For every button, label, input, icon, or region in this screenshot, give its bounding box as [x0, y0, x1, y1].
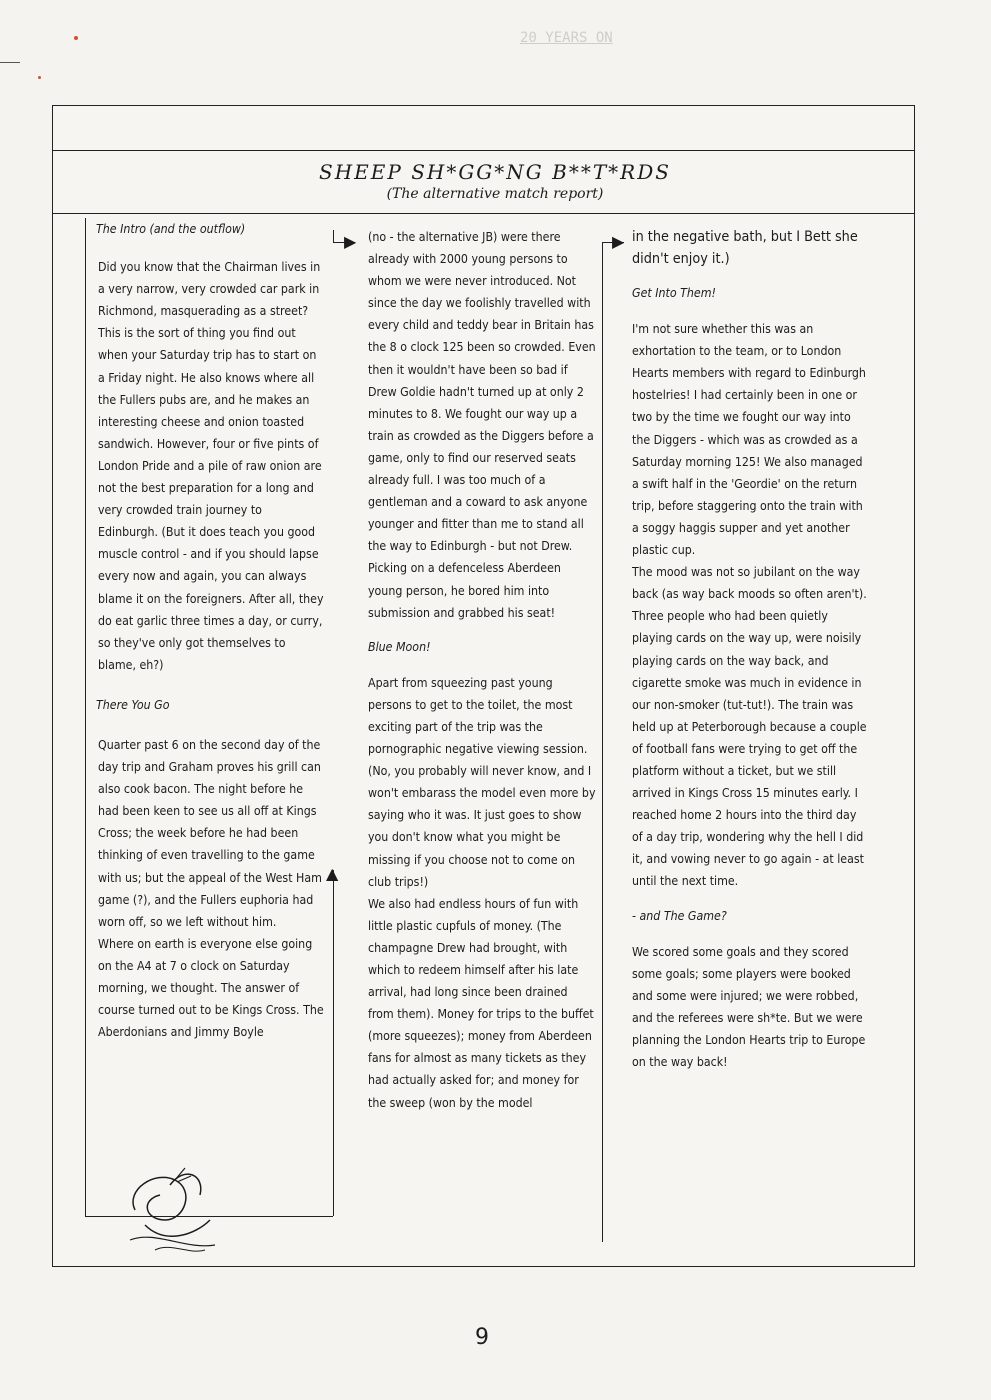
section-body-there-you-go-1: Quarter past 6 on the second day of the day trip and Graham proves his grill can also cook bacon. The night before he had been keen to see us all off at Kings Cross; the week before he had been thinking of even travelling to the game with us; but the appeal of the West Ham game (?), and the Fullers euphoria had worn off, so we left without him.	[98, 737, 322, 929]
section-heading-there-you-go: There You Go	[96, 697, 170, 712]
section-heading-blue-moon: Blue Moon!	[368, 639, 431, 654]
section-body-blue-moon-1: Apart from squeezing past young persons to get to the toilet, the most exciting part of the trip was the pornographic negative viewing session. (No, you probably will never know, and I won't embarass the model even more by saying who it was. It just goes to show you don't know what you might be missing if you choose not to come on club trips!)	[368, 675, 596, 889]
paper-speck	[74, 36, 78, 40]
article-title: SHEEP SH*GG*NG B**T*RDS	[319, 160, 671, 184]
arrow-right-icon: ▶	[344, 232, 357, 251]
section-body-continued-2: in the negative bath, but I Bett she didn't enjoy it.)	[632, 229, 858, 267]
title-rule-bottom	[52, 213, 915, 214]
column-1	[96, 218, 324, 1043]
title-rule-top	[52, 150, 915, 151]
article-subtitle: (The alternative match report)	[386, 186, 604, 202]
section-body-blue-moon-2: We also had endless hours of fun with little plastic cupfuls of money. (The champagne Drew had brought, with which to redeem himself after his late arrival, had long since been drained from them). Money for trips to the buffet (more squeezes); money from Aberdeen fans for almost as many tickets as they had actually asked for; and money for the sweep (won by the model	[368, 896, 594, 1110]
section-heading-intro: The Intro (and the outflow)	[96, 222, 246, 236]
col1-right-line	[333, 870, 334, 1216]
margin-mark	[0, 62, 20, 63]
col2-right-line	[602, 242, 603, 1242]
col1-left-line	[85, 218, 86, 1216]
arrow-right-icon-2: ▶	[612, 232, 625, 251]
section-heading-get-into-them: Get Into Them!	[632, 286, 716, 300]
section-body-intro: Did you know that the Chairman lives in a very narrow, very crowded car park in Richmond, masquerading as a street? This is the sort of thing you find out when your Saturday trip has to start on a Friday night. He also knows where all the Fullers pubs are, and he makes an interesting cheese and onion toasted sandwich. However, four or five pints of London Pride and a pile of raw onion are not the best preparation for a long and very crowded train journey to Edinburgh. (But it does teach you good muscle control - and if you should lapse every now and again, you can always blame it on the foreigners. After all, they do eat garlic three times a day, or curry, so they've only got themselves to blame, eh?)	[98, 260, 324, 672]
column-3	[632, 226, 867, 1073]
column-2	[368, 226, 596, 1114]
section-heading-and-the-game: - and The Game?	[632, 908, 727, 923]
arrow-up-icon: ▲	[326, 864, 339, 883]
page-number: 9	[475, 1325, 489, 1350]
section-body-and-the-game: We scored some goals and they scored some goals; some players were booked and some were injured; we were robbed, and the referees were sh*te. But we were planning the London Hearts trip to Europe on the way back!	[632, 944, 866, 1070]
connector-col2-top	[333, 230, 334, 242]
sheep-doodle-icon	[115, 1150, 225, 1260]
paper-speck-2	[38, 76, 41, 79]
section-body-get-into-them-2: The mood was not so jubilant on the way back (as way back moods so often aren't). Three people who had been quietly playing cards on the way up, were noisily playing cards on the way back, and cigarette smoke was much in evidence in our non-smoker (tut-tut!). The train was held up at Peterborough because a couple of football fans were trying to get off the platform without a ticket, but we still arrived in Kings Cross 15 minutes early. I reached home 2 hours into the third day of a day trip, wondering why the hell I did it, and vowing never to go again - at least until the next time.	[632, 565, 867, 889]
bleed-through-heading: 20 YEARS ON	[520, 30, 613, 46]
section-body-there-you-go-2: Where on earth is everyone else going on the A4 at 7 o clock on Saturday morning, we thought. The answer of course turned out to be Kings Cross. The Aberdonians and Jimmy Boyle	[98, 936, 324, 1040]
section-body-continued: (no - the alternative JB) were there already with 2000 young persons to whom we were never introduced. Not since the day we foolishly travelled with every child and teddy bear in Britain has the 8 o clock 125 been so crowded. Even then it wouldn't have been so bad if Drew Goldie hadn't turned up at only 2 minutes to 8. We fought our way up a train as crowded as the Diggers before a game, only to find our reserved seats already full. I was too much of a gentleman and a coward to ask anyone younger and fitter than me to stand all the way to Edinburgh - but not Drew. Picking on a defenceless Aberdeen young person, he bored him into submission and grabbed his seat!	[368, 230, 596, 620]
section-body-get-into-them-1: I'm not sure whether this was an exhortation to the team, or to London Hearts members with regard to Edinburgh hostelries! I had certainly been in one or two by the time we fought our way into the Diggers - which was as crowded as a Saturday morning 125! We also managed a swift half in the 'Geordie' on the return trip, before staggering onto the train with a soggy haggis supper and yet another plastic cup.	[632, 322, 866, 558]
